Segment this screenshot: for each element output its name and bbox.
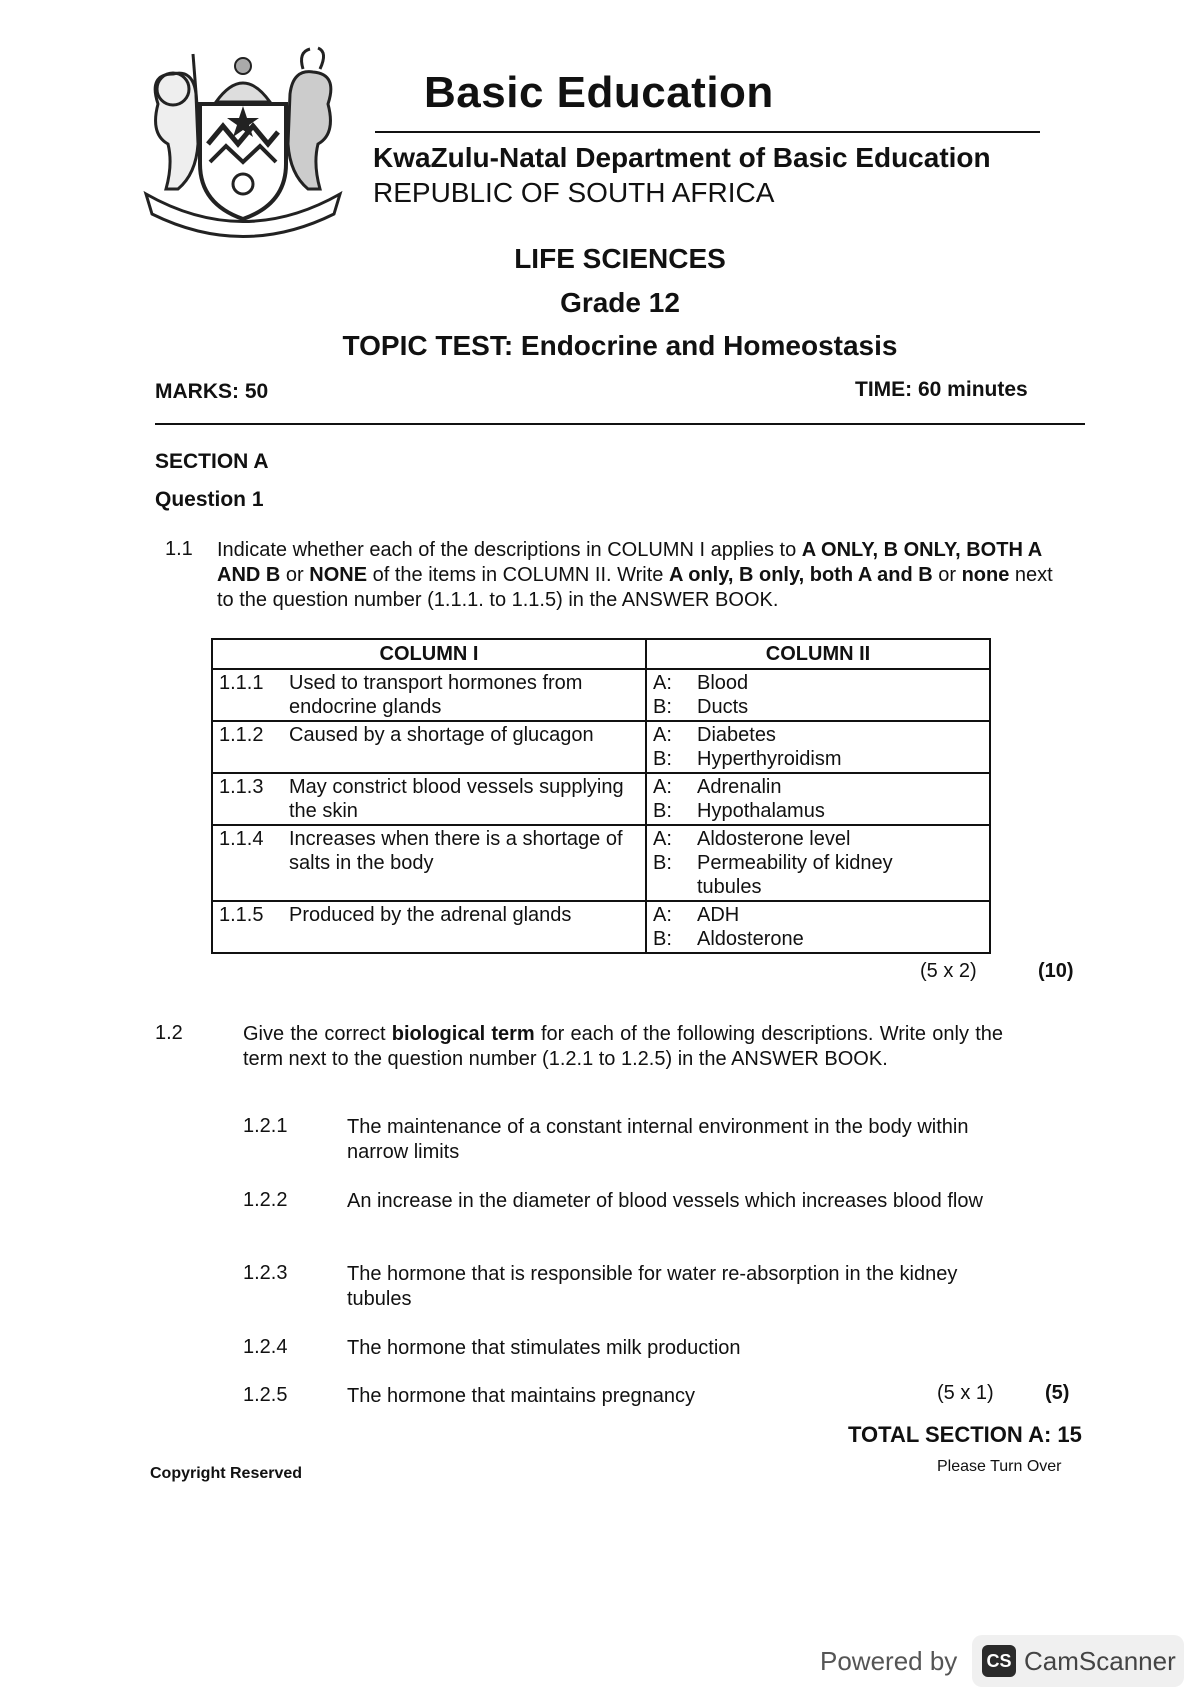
table-row bbox=[212, 721, 990, 773]
sub-question-text: The maintenance of a constant internal environment in the body within narrow limits bbox=[347, 1116, 969, 1163]
item-number: 1.1.4 bbox=[219, 828, 264, 850]
option-letter: A: bbox=[653, 724, 672, 746]
option-text: Blood bbox=[697, 672, 749, 694]
header-divider bbox=[375, 131, 1040, 133]
table-row bbox=[212, 825, 990, 901]
option-text: Aldosterone level bbox=[697, 828, 851, 850]
copyright-notice: Copyright Reserved bbox=[150, 1465, 303, 1482]
marks-label: MARKS: 50 bbox=[155, 380, 269, 403]
item-description: Caused by a shortage of glucagon bbox=[289, 724, 594, 746]
table-cell bbox=[212, 721, 646, 773]
item-description: Produced by the adrenal glands bbox=[289, 904, 572, 926]
option-letter: A: bbox=[653, 828, 672, 850]
item-number: 1.1.5 bbox=[219, 904, 264, 926]
mark-calculation: (5 x 2) bbox=[920, 960, 977, 982]
table-row bbox=[212, 901, 990, 953]
coat-of-arms-logo bbox=[138, 44, 348, 239]
subject-title: LIFE SCIENCES bbox=[514, 243, 726, 274]
table-cell bbox=[212, 901, 646, 953]
topic-title: TOPIC TEST: Endocrine and Homeostasis bbox=[342, 330, 898, 361]
table-cell bbox=[646, 721, 990, 773]
country-name: REPUBLIC OF SOUTH AFRICA bbox=[373, 177, 775, 208]
option-text: Permeability of kidney tubules bbox=[697, 852, 893, 898]
option-letter: B: bbox=[653, 928, 672, 950]
sub-question-number: 1.2.1 bbox=[243, 1115, 288, 1137]
column-match-table bbox=[211, 638, 991, 954]
sub-question-number: 1.2.3 bbox=[243, 1262, 288, 1284]
table-cell bbox=[646, 669, 990, 721]
question-number: 1.1 bbox=[165, 538, 193, 560]
item-number: 1.1.1 bbox=[219, 672, 264, 694]
camscanner-logo-icon: CS bbox=[982, 1645, 1016, 1677]
sub-question-number: 1.2.5 bbox=[243, 1384, 288, 1406]
sub-question-number: 1.2.4 bbox=[243, 1336, 288, 1358]
option-letter: B: bbox=[653, 852, 672, 874]
column-header: COLUMN II bbox=[646, 639, 990, 669]
question-number: 1.2 bbox=[155, 1022, 183, 1044]
option-letter: A: bbox=[653, 672, 672, 694]
question-instruction: Indicate whether each of the descriptions in COLUMN I applies to A ONLY, B ONLY, BOTH A AND B or NONE of the items in COLUMN II. Write A only, B only, both A and B or none next to the question number (1.1.1. to 1.1.5) in the ANSWER BOOK. bbox=[217, 539, 1053, 611]
sub-question-text: The hormone that stimulates milk production bbox=[347, 1337, 741, 1359]
column-header: COLUMN I bbox=[212, 639, 646, 669]
option-letter: A: bbox=[653, 776, 672, 798]
mark-total: (10) bbox=[1038, 960, 1074, 982]
option-text: Ducts bbox=[697, 696, 749, 718]
department-name: KwaZulu-Natal Department of Basic Education bbox=[373, 142, 991, 173]
question-instruction: Give the correct biological term for each of the following descriptions. Write only the term next to the question number (1.2.1 to 1.2.5) in the ANSWER BOOK. bbox=[243, 1023, 1003, 1070]
sub-question-text: The hormone that is responsible for water re-absorption in the kidney tubules bbox=[347, 1263, 958, 1310]
table-cell bbox=[646, 825, 990, 901]
table-cell bbox=[212, 669, 646, 721]
sub-question-number: 1.2.2 bbox=[243, 1189, 288, 1211]
option-text: Adrenalin bbox=[697, 776, 782, 798]
sub-question-text: The hormone that maintains pregnancy bbox=[347, 1385, 695, 1407]
info-divider bbox=[155, 423, 1085, 425]
table-row bbox=[212, 773, 990, 825]
question-heading: Question 1 bbox=[155, 488, 264, 511]
option-text: Hypothalamus bbox=[697, 800, 825, 822]
option-letter: B: bbox=[653, 696, 672, 718]
time-label: TIME: 60 minutes bbox=[855, 378, 1028, 401]
option-text: Diabetes bbox=[697, 724, 776, 746]
option-text: Aldosterone bbox=[697, 928, 804, 950]
option-letter: B: bbox=[653, 800, 672, 822]
item-description: Used to transport hormones from endocrine glands bbox=[289, 672, 583, 718]
turn-over-notice: Please Turn Over bbox=[937, 1458, 1062, 1475]
mark-calculation: (5 x 1) bbox=[937, 1382, 994, 1404]
section-heading: SECTION A bbox=[155, 450, 269, 473]
option-text: ADH bbox=[697, 904, 740, 926]
table-cell bbox=[646, 773, 990, 825]
powered-by-label: Powered by bbox=[820, 1646, 958, 1676]
option-text: Hyperthyroidism bbox=[697, 748, 842, 770]
item-description: Increases when there is a shortage of salts in the body bbox=[289, 828, 623, 874]
table-cell bbox=[212, 773, 646, 825]
table-cell bbox=[646, 901, 990, 953]
item-number: 1.1.3 bbox=[219, 776, 264, 798]
table-cell bbox=[212, 825, 646, 901]
table-header-row bbox=[212, 639, 990, 669]
mark-total: (5) bbox=[1045, 1382, 1070, 1404]
item-description: May constrict blood vessels supplying the skin bbox=[289, 776, 624, 822]
camscanner-name: CamScanner bbox=[1024, 1646, 1176, 1676]
section-total: TOTAL SECTION A: 15 bbox=[848, 1422, 1082, 1447]
table-row bbox=[212, 669, 990, 721]
sub-question-text: An increase in the diameter of blood vessels which increases blood flow bbox=[347, 1190, 983, 1212]
grade-title: Grade 12 bbox=[560, 287, 680, 318]
item-number: 1.1.2 bbox=[219, 724, 264, 746]
option-letter: B: bbox=[653, 748, 672, 770]
option-letter: A: bbox=[653, 904, 672, 926]
header-title: Basic Education bbox=[424, 68, 774, 117]
